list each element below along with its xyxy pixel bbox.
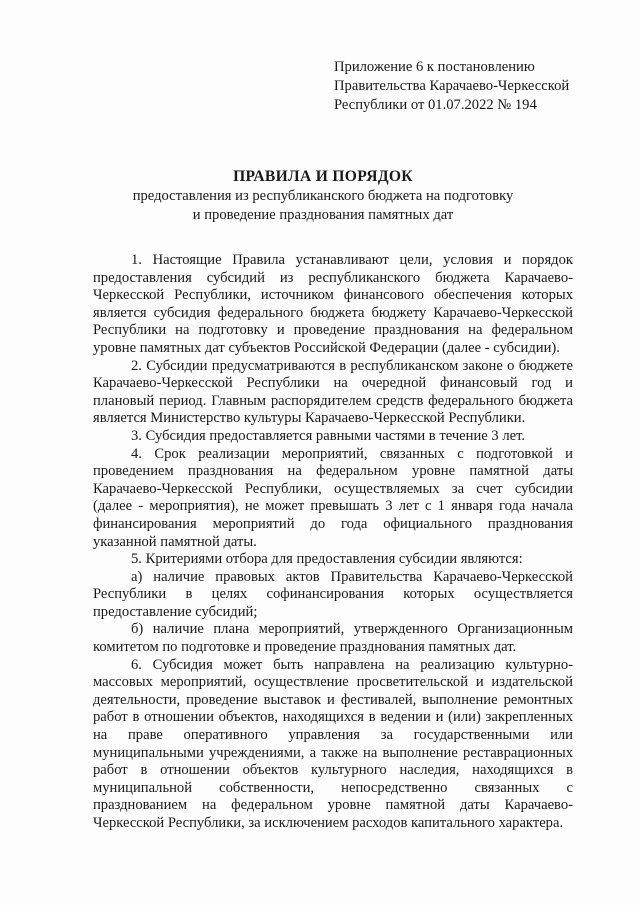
- document-subtitle-line-1: предоставления из республиканского бюджета на подготовку: [132, 188, 514, 204]
- appendix-line-2: Правительства Карачаево-Черкесской: [334, 78, 570, 94]
- paragraph-2: 2. Субсидии предусматриваются в республиканском законе о бюджете Карачаево-Черкесской Республики на очередной финансовый год и плановый период. Главным распорядителем средств федерального бюджета является Министерство культуры Карачаево-Черкесской Республики.: [93, 357, 573, 427]
- document-body: [93, 252, 573, 833]
- paragraph-1: 1. Настоящие Правила устанавливают цели, условия и порядок предоставления субсидий из республиканского бюджета Карачаево-Черкесской Республики, источником финансового обеспечения которых является субсидия федерального бюджета бюджету Карачаево-Черкесской Республики на подготовку и проведение празднования на федеральном уровне памятных дат субъектов Российской Федерации (далее - субсидии).: [93, 252, 573, 356]
- paragraph-3: 3. Субсидия предоставляется равными частями в течение 3 лет.: [131, 427, 526, 444]
- paragraph-5: 5. Критериями отбора для предоставления субсидии являются:: [131, 551, 523, 568]
- paragraph-6: 6. Субсидия может быть направлена на реализацию культурно-массовых мероприятий, осуществление просветительской и издательской деятельности, проведение выставок и фестивалей, выполнение ремонтных работ в отношении объектов, находящихся в ведении и (или) закрепленных на праве оперативного управления за государственными или муниципальными учреждениями, а также на выполнение реставрационных работ в отношении объектов культурного наследия, находящихся в муниципальной собственности, непосредственно связанных с празднованием на федеральном уровне памятной даты Карачаево-Черкесской Республики, за исключением расходов капитального характера.: [93, 656, 573, 831]
- paragraph-5a: а) наличие правовых актов Правительства Карачаево-Черкесской Республики в целях софинансирования которых осуществляется предоставление субсидий;: [93, 568, 573, 620]
- appendix-line-1: Приложение 6 к постановлению: [334, 59, 535, 75]
- paragraph-5b: б) наличие плана мероприятий, утвержденного Организационным комитетом по подготовке и проведение празднования памятных дат.: [93, 621, 573, 656]
- document-subtitle-line-2: и проведение празднования памятных дат: [192, 207, 454, 223]
- appendix-note: [334, 58, 604, 115]
- paragraph-4: 4. Срок реализации мероприятий, связанных с подготовкой и проведением празднования на федеральном уровне памятной даты Карачаево-Черкесской Республики, осуществляемых за счет субсидии (далее - мероприятия), не может превышать 3 лет с 1 января года начала финансирования мероприятий до года официального празднования указанной памятной даты.: [93, 445, 573, 550]
- appendix-line-3: Республики от 01.07.2022 № 194: [334, 97, 537, 113]
- document-title: ПРАВИЛА И ПОРЯДОК: [233, 168, 413, 185]
- document-header: [80, 167, 566, 225]
